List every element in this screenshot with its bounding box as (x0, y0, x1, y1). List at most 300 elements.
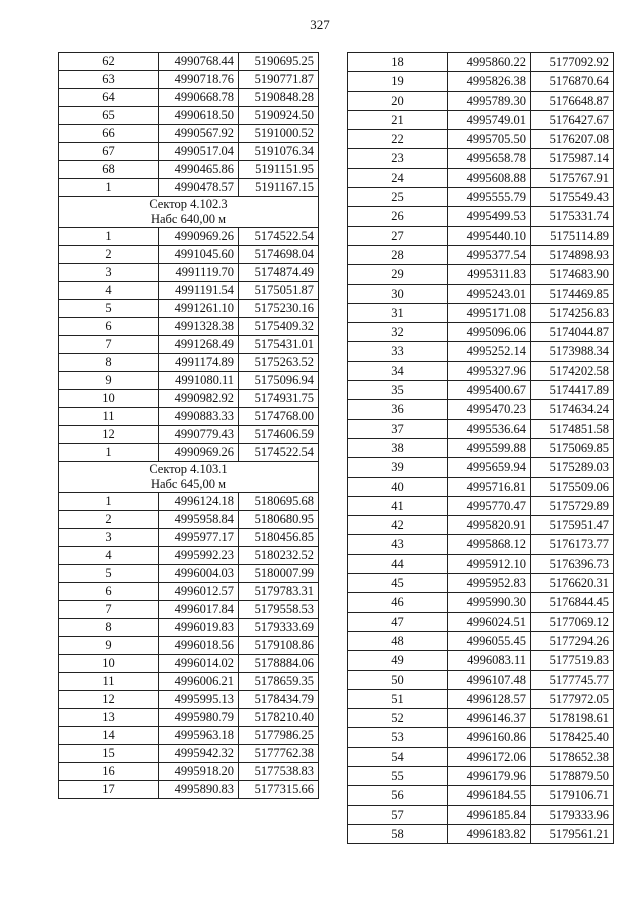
y-coordinate: 5174768.00 (239, 408, 319, 426)
table-row (348, 612, 614, 631)
table-row (348, 284, 614, 303)
table-row (348, 670, 614, 689)
point-number: 8 (59, 354, 159, 372)
point-number: 11 (59, 673, 159, 691)
point-number: 4 (59, 547, 159, 565)
x-coordinate: 4995749.01 (448, 110, 531, 129)
x-coordinate: 4991174.89 (159, 354, 239, 372)
point-number: 27 (348, 226, 448, 245)
table-row (348, 709, 614, 728)
y-coordinate: 5178659.35 (239, 673, 319, 691)
y-coordinate: 5175331.74 (531, 207, 614, 226)
x-coordinate: 4995599.88 (448, 438, 531, 457)
table-row (59, 408, 319, 426)
table-row (59, 161, 319, 179)
x-coordinate: 4995770.47 (448, 496, 531, 515)
x-coordinate: 4990517.04 (159, 143, 239, 161)
x-coordinate: 4995608.88 (448, 168, 531, 187)
x-coordinate: 4995963.18 (159, 727, 239, 745)
y-coordinate: 5178198.61 (531, 709, 614, 728)
y-coordinate: 5179783.31 (239, 583, 319, 601)
table-row (59, 583, 319, 601)
table-row (59, 673, 319, 691)
table-row (348, 342, 614, 361)
point-number: 13 (59, 709, 159, 727)
x-coordinate: 4995377.54 (448, 245, 531, 264)
y-coordinate: 5177972.05 (531, 689, 614, 708)
y-coordinate: 5174851.58 (531, 419, 614, 438)
y-coordinate: 5175263.52 (239, 354, 319, 372)
x-coordinate: 4995912.10 (448, 554, 531, 573)
x-coordinate: 4990982.92 (159, 390, 239, 408)
table-row (59, 727, 319, 745)
table-row (348, 265, 614, 284)
x-coordinate: 4996179.96 (448, 766, 531, 785)
sector-header-row (59, 197, 319, 228)
table-row (59, 53, 319, 71)
y-coordinate: 5176870.64 (531, 72, 614, 91)
x-coordinate: 4995860.22 (448, 53, 531, 72)
y-coordinate: 5174417.89 (531, 381, 614, 400)
y-coordinate: 5176207.08 (531, 130, 614, 149)
table-row (59, 529, 319, 547)
table-row (348, 477, 614, 496)
point-number: 45 (348, 574, 448, 593)
x-coordinate: 4996019.83 (159, 619, 239, 637)
y-coordinate: 5176620.31 (531, 574, 614, 593)
point-number: 14 (59, 727, 159, 745)
table-row (348, 245, 614, 264)
table-row (59, 143, 319, 161)
y-coordinate: 5180456.85 (239, 529, 319, 547)
table-row (348, 72, 614, 91)
y-coordinate: 5175729.89 (531, 496, 614, 515)
table-row (59, 336, 319, 354)
x-coordinate: 4995171.08 (448, 303, 531, 322)
y-coordinate: 5175230.16 (239, 300, 319, 318)
point-number: 50 (348, 670, 448, 689)
x-coordinate: 4995243.01 (448, 284, 531, 303)
x-coordinate: 4996172.06 (448, 747, 531, 766)
point-number: 42 (348, 516, 448, 535)
point-number: 15 (59, 745, 159, 763)
y-coordinate: 5180232.52 (239, 547, 319, 565)
x-coordinate: 4996024.51 (448, 612, 531, 631)
x-coordinate: 4996004.03 (159, 565, 239, 583)
x-coordinate: 4990768.44 (159, 53, 239, 71)
table-row (348, 400, 614, 419)
point-number: 11 (59, 408, 159, 426)
x-coordinate: 4996055.45 (448, 631, 531, 650)
point-number: 54 (348, 747, 448, 766)
y-coordinate: 5177745.77 (531, 670, 614, 689)
y-coordinate: 5176173.77 (531, 535, 614, 554)
point-number: 57 (348, 805, 448, 824)
table-row (348, 516, 614, 535)
table-row (59, 71, 319, 89)
table-row (348, 110, 614, 129)
y-coordinate: 5178434.79 (239, 691, 319, 709)
y-coordinate: 5174874.49 (239, 264, 319, 282)
y-coordinate: 5174683.90 (531, 265, 614, 284)
x-coordinate: 4990969.26 (159, 228, 239, 246)
y-coordinate: 5174522.54 (239, 444, 319, 462)
table-row (59, 763, 319, 781)
y-coordinate: 5174522.54 (239, 228, 319, 246)
point-number: 10 (59, 655, 159, 673)
x-coordinate: 4996012.57 (159, 583, 239, 601)
x-coordinate: 4995958.84 (159, 511, 239, 529)
x-coordinate: 4996184.55 (448, 786, 531, 805)
table-row (348, 130, 614, 149)
point-number: 40 (348, 477, 448, 496)
x-coordinate: 4991045.60 (159, 246, 239, 264)
x-coordinate: 4995470.23 (448, 400, 531, 419)
y-coordinate: 5190771.87 (239, 71, 319, 89)
point-number: 21 (348, 110, 448, 129)
x-coordinate: 4995977.17 (159, 529, 239, 547)
sector-header (59, 197, 319, 228)
y-coordinate: 5178652.38 (531, 747, 614, 766)
x-coordinate: 4995440.10 (448, 226, 531, 245)
point-number: 26 (348, 207, 448, 226)
x-coordinate: 4991119.70 (159, 264, 239, 282)
table-row (59, 89, 319, 107)
x-coordinate: 4995252.14 (448, 342, 531, 361)
y-coordinate: 5177294.26 (531, 631, 614, 650)
y-coordinate: 5175767.91 (531, 168, 614, 187)
table-row (59, 354, 319, 372)
y-coordinate: 5174469.85 (531, 284, 614, 303)
x-coordinate: 4990618.50 (159, 107, 239, 125)
table-row (59, 372, 319, 390)
table-row (348, 805, 614, 824)
point-number: 56 (348, 786, 448, 805)
point-number: 25 (348, 188, 448, 207)
table-row (348, 168, 614, 187)
y-coordinate: 5177315.66 (239, 781, 319, 799)
point-number: 38 (348, 438, 448, 457)
table-row (348, 824, 614, 843)
point-number: 65 (59, 107, 159, 125)
point-number: 64 (59, 89, 159, 107)
table-row (59, 179, 319, 197)
coordinates-table-left-body (59, 53, 319, 799)
table-row (59, 426, 319, 444)
table-row (348, 574, 614, 593)
table-row (348, 419, 614, 438)
point-number: 6 (59, 318, 159, 336)
table-row (348, 496, 614, 515)
x-coordinate: 4995311.83 (448, 265, 531, 284)
y-coordinate: 5191151.95 (239, 161, 319, 179)
x-coordinate: 4995820.91 (448, 516, 531, 535)
table-row (348, 303, 614, 322)
point-number: 47 (348, 612, 448, 631)
point-number: 29 (348, 265, 448, 284)
table-row (348, 593, 614, 612)
x-coordinate: 4995659.94 (448, 458, 531, 477)
table-row (348, 361, 614, 380)
x-coordinate: 4996083.11 (448, 651, 531, 670)
x-coordinate: 4995995.13 (159, 691, 239, 709)
y-coordinate: 5176844.45 (531, 593, 614, 612)
y-coordinate: 5174698.04 (239, 246, 319, 264)
x-coordinate: 4995992.23 (159, 547, 239, 565)
point-number: 31 (348, 303, 448, 322)
point-number: 62 (59, 53, 159, 71)
x-coordinate: 4990718.76 (159, 71, 239, 89)
x-coordinate: 4991191.54 (159, 282, 239, 300)
y-coordinate: 5175069.85 (531, 438, 614, 457)
x-coordinate: 4995942.32 (159, 745, 239, 763)
y-coordinate: 5174606.59 (239, 426, 319, 444)
table-row (348, 149, 614, 168)
table-row (348, 689, 614, 708)
x-coordinate: 4991328.38 (159, 318, 239, 336)
point-number: 16 (59, 763, 159, 781)
sector-title: Сектор 4.102.3 (149, 197, 228, 211)
point-number: 39 (348, 458, 448, 477)
y-coordinate: 5178884.06 (239, 655, 319, 673)
x-coordinate: 4996006.21 (159, 673, 239, 691)
coordinates-table-right-body (348, 53, 614, 844)
x-coordinate: 4996128.57 (448, 689, 531, 708)
y-coordinate: 5190848.28 (239, 89, 319, 107)
point-number: 3 (59, 264, 159, 282)
point-number: 1 (59, 444, 159, 462)
x-coordinate: 4996018.56 (159, 637, 239, 655)
point-number: 2 (59, 511, 159, 529)
point-number: 3 (59, 529, 159, 547)
table-row (59, 246, 319, 264)
table-row (59, 125, 319, 143)
x-coordinate: 4995499.53 (448, 207, 531, 226)
y-coordinate: 5175987.14 (531, 149, 614, 168)
point-number: 5 (59, 300, 159, 318)
x-coordinate: 4996124.18 (159, 493, 239, 511)
y-coordinate: 5179558.53 (239, 601, 319, 619)
y-coordinate: 5179561.21 (531, 824, 614, 843)
x-coordinate: 4995536.64 (448, 419, 531, 438)
x-coordinate: 4995705.50 (448, 130, 531, 149)
point-number: 4 (59, 282, 159, 300)
table-row (59, 601, 319, 619)
table-row (59, 709, 319, 727)
point-number: 1 (59, 493, 159, 511)
y-coordinate: 5175051.87 (239, 282, 319, 300)
y-coordinate: 5176427.67 (531, 110, 614, 129)
y-coordinate: 5175431.01 (239, 336, 319, 354)
table-row (59, 745, 319, 763)
y-coordinate: 5174634.24 (531, 400, 614, 419)
y-coordinate: 5175549.43 (531, 188, 614, 207)
x-coordinate: 4996017.84 (159, 601, 239, 619)
x-coordinate: 4991080.11 (159, 372, 239, 390)
x-coordinate: 4991268.49 (159, 336, 239, 354)
y-coordinate: 5179106.71 (531, 786, 614, 805)
y-coordinate: 5177762.38 (239, 745, 319, 763)
point-number: 6 (59, 583, 159, 601)
table-row (59, 228, 319, 246)
x-coordinate: 4995952.83 (448, 574, 531, 593)
y-coordinate: 5175114.89 (531, 226, 614, 245)
sector-elevation: Набс 640,00 м (150, 212, 227, 226)
y-coordinate: 5175289.03 (531, 458, 614, 477)
table-row (348, 554, 614, 573)
table-row (348, 631, 614, 650)
table-row (59, 691, 319, 709)
point-number: 12 (59, 691, 159, 709)
point-number: 36 (348, 400, 448, 419)
point-number: 24 (348, 168, 448, 187)
table-row (348, 747, 614, 766)
point-number: 52 (348, 709, 448, 728)
x-coordinate: 4996185.84 (448, 805, 531, 824)
point-number: 12 (59, 426, 159, 444)
table-row (348, 323, 614, 342)
y-coordinate: 5174931.75 (239, 390, 319, 408)
coordinates-table-right (347, 52, 614, 844)
y-coordinate: 5179333.69 (239, 619, 319, 637)
x-coordinate: 4995716.81 (448, 477, 531, 496)
table-row (348, 207, 614, 226)
point-number: 5 (59, 565, 159, 583)
table-row (348, 786, 614, 805)
point-number: 10 (59, 390, 159, 408)
table-row (348, 535, 614, 554)
x-coordinate: 4990567.92 (159, 125, 239, 143)
x-coordinate: 4995826.38 (448, 72, 531, 91)
point-number: 63 (59, 71, 159, 89)
x-coordinate: 4990668.78 (159, 89, 239, 107)
point-number: 33 (348, 342, 448, 361)
y-coordinate: 5177069.12 (531, 612, 614, 631)
point-number: 55 (348, 766, 448, 785)
y-coordinate: 5180007.99 (239, 565, 319, 583)
y-coordinate: 5174044.87 (531, 323, 614, 342)
point-number: 67 (59, 143, 159, 161)
y-coordinate: 5175509.06 (531, 477, 614, 496)
x-coordinate: 4995980.79 (159, 709, 239, 727)
point-number: 9 (59, 637, 159, 655)
y-coordinate: 5177538.83 (239, 763, 319, 781)
table-row (59, 619, 319, 637)
x-coordinate: 4995658.78 (448, 149, 531, 168)
table-row (348, 188, 614, 207)
x-coordinate: 4995918.20 (159, 763, 239, 781)
point-number: 30 (348, 284, 448, 303)
y-coordinate: 5175951.47 (531, 516, 614, 535)
y-coordinate: 5177986.25 (239, 727, 319, 745)
y-coordinate: 5179333.96 (531, 805, 614, 824)
table-row (348, 438, 614, 457)
sector-elevation: Набс 645,00 м (150, 477, 227, 491)
y-coordinate: 5176648.87 (531, 91, 614, 110)
point-number: 32 (348, 323, 448, 342)
x-coordinate: 4990969.26 (159, 444, 239, 462)
table-row (59, 781, 319, 799)
point-number: 37 (348, 419, 448, 438)
y-coordinate: 5180680.95 (239, 511, 319, 529)
y-coordinate: 5180695.68 (239, 493, 319, 511)
point-number: 51 (348, 689, 448, 708)
y-coordinate: 5176396.73 (531, 554, 614, 573)
x-coordinate: 4996183.82 (448, 824, 531, 843)
sector-title: Сектор 4.103.1 (149, 462, 228, 476)
point-number: 1 (59, 228, 159, 246)
y-coordinate: 5178425.40 (531, 728, 614, 747)
point-number: 53 (348, 728, 448, 747)
table-row (59, 493, 319, 511)
point-number: 68 (59, 161, 159, 179)
point-number: 18 (348, 53, 448, 72)
point-number: 34 (348, 361, 448, 380)
point-number: 58 (348, 824, 448, 843)
sector-header-row (59, 462, 319, 493)
table-row (348, 381, 614, 400)
table-row (348, 226, 614, 245)
table-row (348, 728, 614, 747)
table-row (59, 264, 319, 282)
table-row (59, 565, 319, 583)
y-coordinate: 5191000.52 (239, 125, 319, 143)
x-coordinate: 4995890.83 (159, 781, 239, 799)
x-coordinate: 4995555.79 (448, 188, 531, 207)
x-coordinate: 4995096.06 (448, 323, 531, 342)
table-row (59, 282, 319, 300)
y-coordinate: 5190695.25 (239, 53, 319, 71)
x-coordinate: 4995400.67 (448, 381, 531, 400)
point-number: 48 (348, 631, 448, 650)
x-coordinate: 4995868.12 (448, 535, 531, 554)
x-coordinate: 4995789.30 (448, 91, 531, 110)
table-row (59, 444, 319, 462)
point-number: 49 (348, 651, 448, 670)
x-coordinate: 4996146.37 (448, 709, 531, 728)
x-coordinate: 4996160.86 (448, 728, 531, 747)
table-row (348, 651, 614, 670)
table-row (348, 91, 614, 110)
table-row (59, 318, 319, 336)
point-number: 1 (59, 179, 159, 197)
y-coordinate: 5175409.32 (239, 318, 319, 336)
point-number: 22 (348, 130, 448, 149)
table-row (59, 637, 319, 655)
y-coordinate: 5174256.83 (531, 303, 614, 322)
y-coordinate: 5191076.34 (239, 143, 319, 161)
table-row (59, 300, 319, 318)
table-row (59, 655, 319, 673)
point-number: 7 (59, 601, 159, 619)
sector-header (59, 462, 319, 493)
table-row (59, 390, 319, 408)
point-number: 28 (348, 245, 448, 264)
point-number: 20 (348, 91, 448, 110)
x-coordinate: 4990779.43 (159, 426, 239, 444)
y-coordinate: 5174202.58 (531, 361, 614, 380)
y-coordinate: 5179108.86 (239, 637, 319, 655)
page-number: 327 (310, 17, 330, 32)
point-number: 41 (348, 496, 448, 515)
point-number: 44 (348, 554, 448, 573)
x-coordinate: 4996014.02 (159, 655, 239, 673)
point-number: 43 (348, 535, 448, 554)
point-number: 66 (59, 125, 159, 143)
point-number: 35 (348, 381, 448, 400)
x-coordinate: 4995990.30 (448, 593, 531, 612)
coordinates-table-left (58, 52, 319, 799)
